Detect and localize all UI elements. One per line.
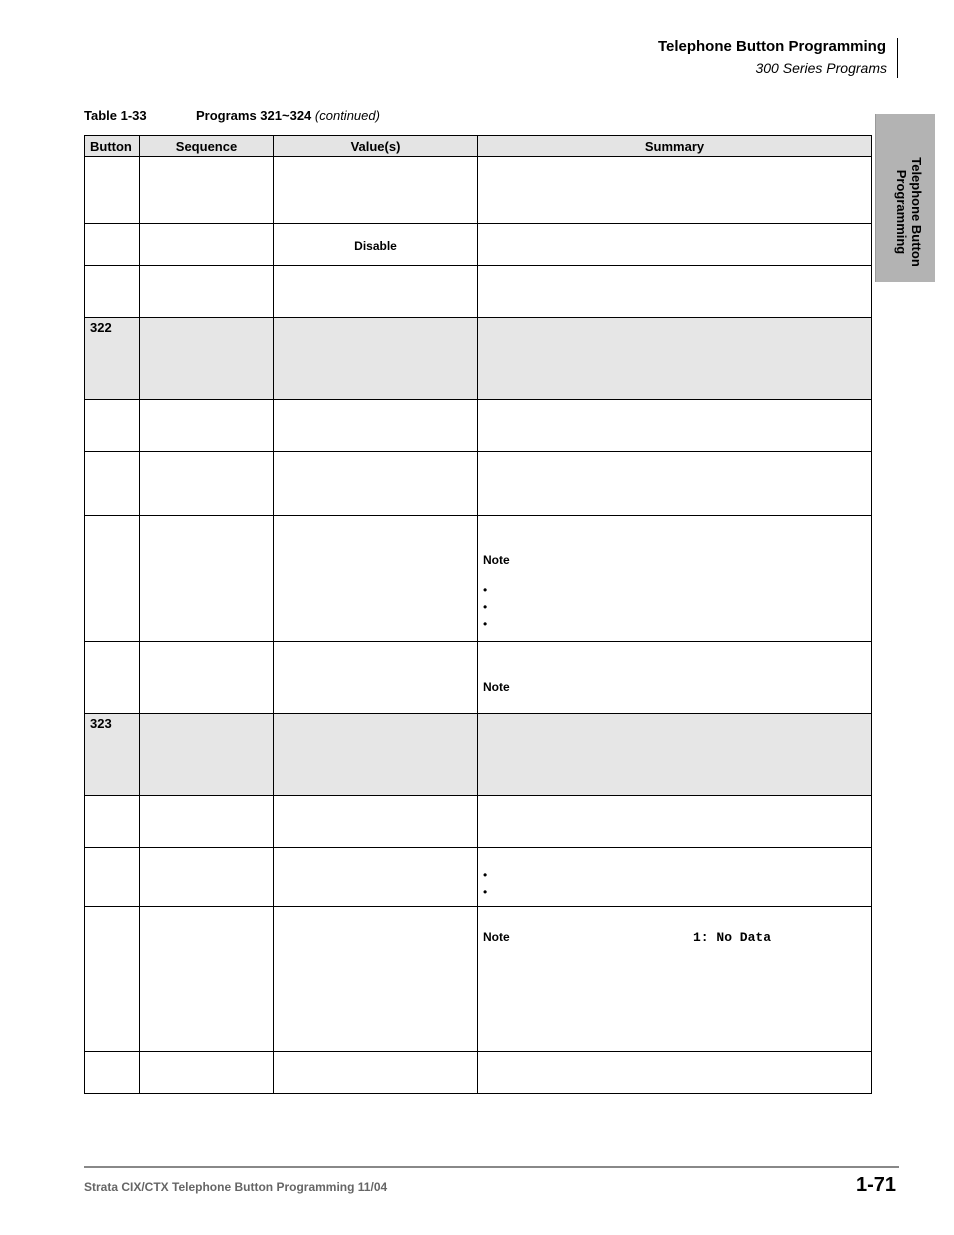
table-header-row — [85, 136, 872, 157]
cell-sequence — [140, 318, 274, 400]
bullet-marker: • — [483, 617, 488, 631]
table-row — [85, 157, 872, 224]
side-tab-label: Telephone Button Programming — [894, 157, 924, 267]
cell-sequence — [140, 157, 274, 224]
cell-summary — [478, 266, 872, 318]
cell-button: 322 — [85, 318, 140, 400]
cell-summary — [478, 907, 872, 1052]
programs-table — [84, 135, 872, 1094]
table-row-program-322 — [85, 318, 872, 400]
cell-summary — [478, 642, 872, 714]
cell-summary — [478, 157, 872, 224]
cell-button — [85, 796, 140, 848]
col-header-button: Button — [85, 136, 140, 157]
cell-summary — [478, 796, 872, 848]
table-title-text: Programs 321~324 — [196, 108, 312, 123]
cell-button — [85, 516, 140, 642]
cell-summary — [478, 516, 872, 642]
table-caption — [84, 108, 380, 123]
cell-summary — [478, 714, 872, 796]
col-header-summary: Summary — [478, 136, 872, 157]
cell-values — [274, 400, 478, 452]
col-header-values: Value(s) — [274, 136, 478, 157]
col-header-sequence: Sequence — [140, 136, 274, 157]
cell-button — [85, 224, 140, 266]
cell-button — [85, 1052, 140, 1094]
cell-sequence — [140, 452, 274, 516]
note-label: Note — [483, 930, 510, 944]
cell-sequence — [140, 516, 274, 642]
note-label: Note — [483, 553, 510, 567]
cell-button — [85, 266, 140, 318]
footer-document-title: Strata CIX/CTX Telephone Button Programming 11/04 — [84, 1180, 388, 1194]
cell-sequence — [140, 714, 274, 796]
cell-values — [274, 1052, 478, 1094]
cell-summary — [478, 318, 872, 400]
cell-values — [274, 796, 478, 848]
page-number: 1-71 — [855, 1174, 896, 1196]
cell-button — [85, 848, 140, 907]
table-row — [85, 796, 872, 848]
page-header-title: Telephone Button Programming — [657, 38, 886, 55]
note-label: Note — [483, 680, 510, 694]
table-row — [85, 642, 872, 714]
chapter-side-tab[interactable] — [875, 114, 935, 282]
table-row — [85, 266, 872, 318]
footer-divider — [84, 1166, 899, 1168]
table-row — [85, 224, 872, 266]
bullet-marker: • — [483, 583, 488, 597]
cell-summary — [478, 848, 872, 907]
cell-summary — [478, 1052, 872, 1094]
bullet-marker: • — [483, 600, 488, 614]
value-disable: Disable — [354, 239, 397, 253]
cell-button — [85, 400, 140, 452]
cell-sequence — [140, 400, 274, 452]
table-row — [85, 848, 872, 907]
table-row — [85, 907, 872, 1052]
page-header-subtitle: 300 Series Programs — [755, 60, 887, 76]
table-row-program-323 — [85, 714, 872, 796]
cell-values — [274, 318, 478, 400]
cell-values — [274, 642, 478, 714]
cell-values — [274, 157, 478, 224]
table-number: Table 1-33 — [84, 108, 147, 123]
cell-sequence — [140, 642, 274, 714]
cell-values — [274, 848, 478, 907]
cell-values — [274, 516, 478, 642]
table-title — [196, 108, 380, 123]
cell-summary — [478, 452, 872, 516]
cell-values — [274, 266, 478, 318]
cell-values — [274, 224, 478, 266]
no-data-code: 1: No Data — [693, 930, 772, 945]
table-row — [85, 400, 872, 452]
cell-summary — [478, 400, 872, 452]
cell-sequence — [140, 796, 274, 848]
cell-values — [274, 907, 478, 1052]
cell-button — [85, 157, 140, 224]
cell-button — [85, 642, 140, 714]
cell-sequence — [140, 1052, 274, 1094]
table-row — [85, 516, 872, 642]
table-row — [85, 1052, 872, 1094]
bullet-marker: • — [483, 885, 488, 899]
bullet-marker: • — [483, 868, 488, 882]
cell-values — [274, 452, 478, 516]
cell-summary — [478, 224, 872, 266]
cell-values — [274, 714, 478, 796]
table-title-suffix: (continued) — [314, 108, 380, 123]
cell-sequence — [140, 224, 274, 266]
cell-sequence — [140, 907, 274, 1052]
table-row — [85, 452, 872, 516]
cell-button — [85, 907, 140, 1052]
cell-sequence — [140, 266, 274, 318]
cell-button: 323 — [85, 714, 140, 796]
cell-sequence — [140, 848, 274, 907]
header-divider — [897, 38, 898, 78]
cell-button — [85, 452, 140, 516]
